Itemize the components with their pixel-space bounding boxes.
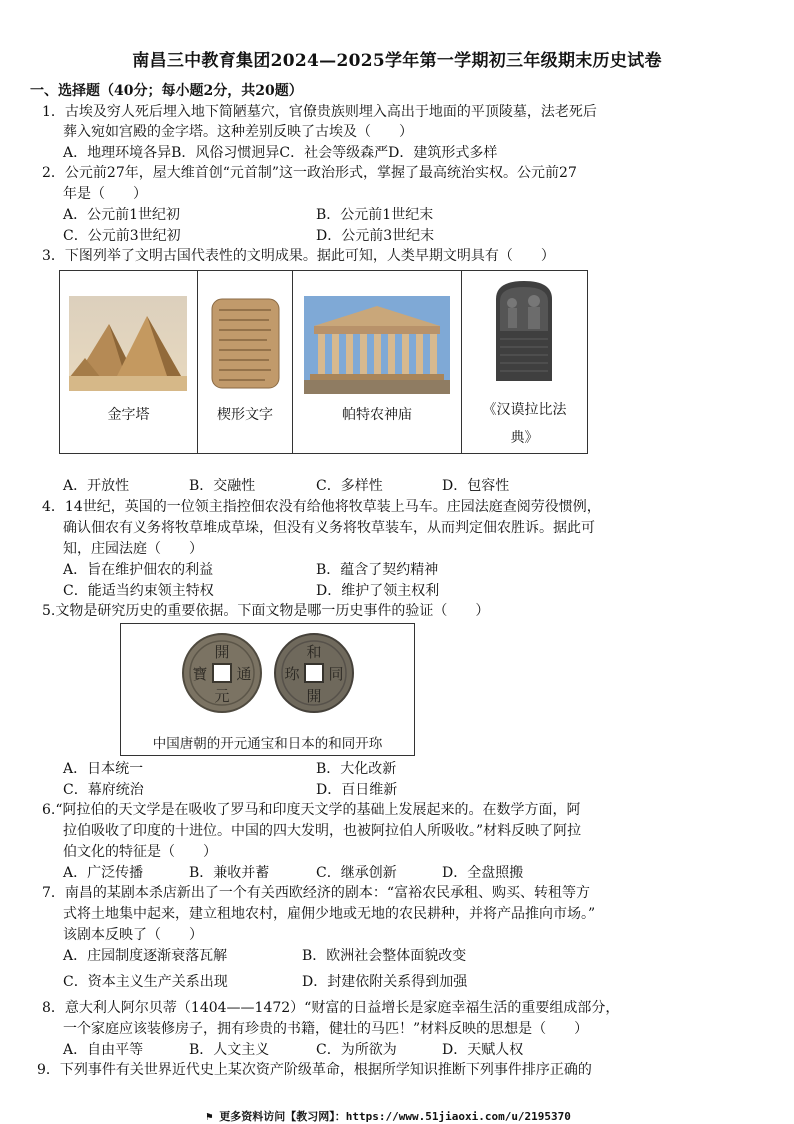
coin1-char-bottom: 元: [214, 687, 230, 705]
caption-pyramid: 金字塔: [107, 407, 150, 423]
parthenon-cell: [293, 271, 462, 453]
section-heading: 一、选择题（40分；每小题2分，共20题）: [30, 83, 303, 99]
q5-line1: 5.文物是研究历史的重要依据。下面文物是哪一历史事件的验证（ ）: [42, 603, 490, 619]
coin2-char-left: 珎: [284, 665, 300, 683]
cuneiform-tablet-image: [209, 296, 282, 391]
pyramid-cell: [60, 271, 198, 453]
q7-option-b: B．欧洲社会整体面貌改变: [302, 948, 467, 964]
q3-option-a: A．开放性: [63, 478, 130, 494]
cuneiform-cell: [198, 271, 293, 453]
q8-line1: 8．意大利人阿尔贝蒂（1404——1472）“财富的日益增长是家庭幸福生活的重要组成部分，: [42, 1000, 620, 1016]
caption-hammurabi-1: 《汉谟拉比法: [482, 402, 567, 418]
coin1-char-top: 開: [214, 643, 230, 661]
q4-option-d: D．维护了领主权利: [316, 583, 440, 599]
q3-option-c: C．多样性: [316, 478, 383, 494]
q2-option-d: D．公元前3世纪末: [316, 228, 435, 244]
q4-option-a: A．旨在维护佃农的利益: [63, 562, 214, 578]
coin1-char-right: 通: [236, 665, 252, 683]
q5-option-c: C．幕府统治: [63, 782, 144, 798]
q8-line2: 一个家庭应该装修房子，拥有珍贵的书籍，健壮的马匹！”材料反映的思想是（ ）: [63, 1021, 589, 1037]
q2-option-a: A．公元前1世纪初: [63, 207, 181, 223]
q7-option-d: D．封建依附关系得到加强: [302, 974, 468, 990]
q6-option-a: A．广泛传播: [63, 865, 144, 881]
pyramid-image: [69, 296, 187, 391]
q6-option-d: D．全盘照搬: [442, 865, 524, 881]
q3-option-b: B．交融性: [189, 478, 256, 494]
caption-hammurabi-2: 典》: [510, 430, 539, 446]
q8-option-b: B．人文主义: [189, 1042, 270, 1058]
footer-link[interactable]: [206, 1108, 571, 1124]
q6-option-c: C．继承创新: [316, 865, 397, 881]
flag-icon: ⚑: [206, 1110, 213, 1123]
q6-line3: 伯文化的特征是（ ）: [63, 844, 217, 860]
q2-line2: 年是（ ）: [63, 186, 147, 202]
coin1-char-left: 寶: [192, 665, 208, 683]
exam-title: 南昌三中教育集团2024—2025学年第一学期初三年级期末历史试卷: [132, 51, 662, 71]
q5-option-b: B．大化改新: [316, 761, 397, 777]
hammurabi-cell: [462, 271, 587, 453]
caption-parthenon: 帕特农神庙: [342, 407, 412, 423]
q7-option-c: C．资本主义生产关系出现: [63, 974, 228, 990]
coin2-char-bottom: 開: [306, 687, 322, 705]
q7-line1: 7．南昌的某剧本杀店新出了一个有关西欧经济的剧本：“富裕农民承租、购买、转租等方: [42, 885, 591, 901]
coin2-char-right: 同: [328, 665, 344, 683]
q7-line2: 式将土地集中起来，建立租地农村，雇佣少地或无地的农民耕种，并将产品推向市场。”: [63, 906, 596, 922]
q3-line1: 3．下图列举了文明古国代表性的文明成果。据此可知，人类早期文明具有（ ）: [42, 248, 555, 264]
hammurabi-stele-image: [488, 277, 560, 385]
q1-options: A．地理环境各异B．风俗习惯迥异C．社会等级森严D．建筑形式多样: [63, 145, 498, 161]
q5-coin-caption: 中国唐朝的开元通宝和日本的和同开珎: [152, 736, 383, 752]
q4-line3: 知，庄园法庭（ ）: [63, 541, 203, 557]
q1-line1: 1．古埃及穷人死后埋入地下简陋墓穴，官僚贵族则埋入高出于地面的平顶陵墓，法老死后: [42, 104, 597, 120]
coin2-char-top: 和: [306, 643, 322, 661]
q3-option-d: D．包容性: [442, 478, 510, 494]
q9-line1: 9．下列事件有关世界近代史上某次资产阶级革命，根据所学知识推断下列事件排序正确的: [37, 1062, 592, 1078]
q8-option-c: C．为所欲为: [316, 1042, 397, 1058]
q7-line3: 该剧本反映了（ ）: [63, 927, 203, 943]
parthenon-image: [304, 296, 450, 394]
q5-option-d: D．百日维新: [316, 782, 398, 798]
q4-option-b: B．蕴含了契约精神: [316, 562, 439, 578]
q2-line1: 2．公元前27年，屋大维首创“元首制”这一政治形式，掌握了最高统治实权。公元前27: [42, 165, 577, 181]
q4-option-c: C．能适当约束领主特权: [63, 583, 214, 599]
kaiyuan-coin-image: [181, 632, 263, 714]
footer-text: 更多资料访问【教习网】：https://www.51jiaoxi.com/u/2195370: [219, 1110, 571, 1123]
q8-option-d: D．天赋人权: [442, 1042, 524, 1058]
q7-option-a: A．庄园制度逐渐衰落瓦解: [63, 948, 228, 964]
q4-line1: 4．14世纪，英国的一位领主指控佃农没有给他将牧草装上马车。庄园法庭查阅劳役惯例，: [42, 499, 601, 515]
q2-option-b: B．公元前1世纪末: [316, 207, 434, 223]
q6-option-b: B．兼收并蓄: [189, 865, 270, 881]
q5-coin-figure: [120, 623, 415, 756]
q2-option-c: C．公元前3世纪初: [63, 228, 181, 244]
q5-option-a: A．日本统一: [63, 761, 144, 777]
caption-cuneiform: 楔形文字: [217, 407, 273, 423]
q4-line2: 确认佃农有义务将牧草堆成草垛，但没有义务将牧草装车，从而判定佃农胜诉。据此可: [63, 520, 595, 536]
q1-line2: 葬入宛如宫殿的金字塔。这种差别反映了古埃及（ ）: [63, 124, 413, 140]
q6-line1: 6.“阿拉伯的天文学是在吸收了罗马和印度天文学的基础上发展起来的。在数学方面，阿: [42, 802, 581, 818]
wadokaichin-coin-image: [273, 632, 355, 714]
q6-line2: 拉伯吸收了印度的十进位。中国的四大发明，也被阿拉伯人所吸收。”材料反映了阿拉: [63, 823, 582, 839]
q3-image-table: [59, 270, 588, 454]
q8-option-a: A．自由平等: [63, 1042, 144, 1058]
